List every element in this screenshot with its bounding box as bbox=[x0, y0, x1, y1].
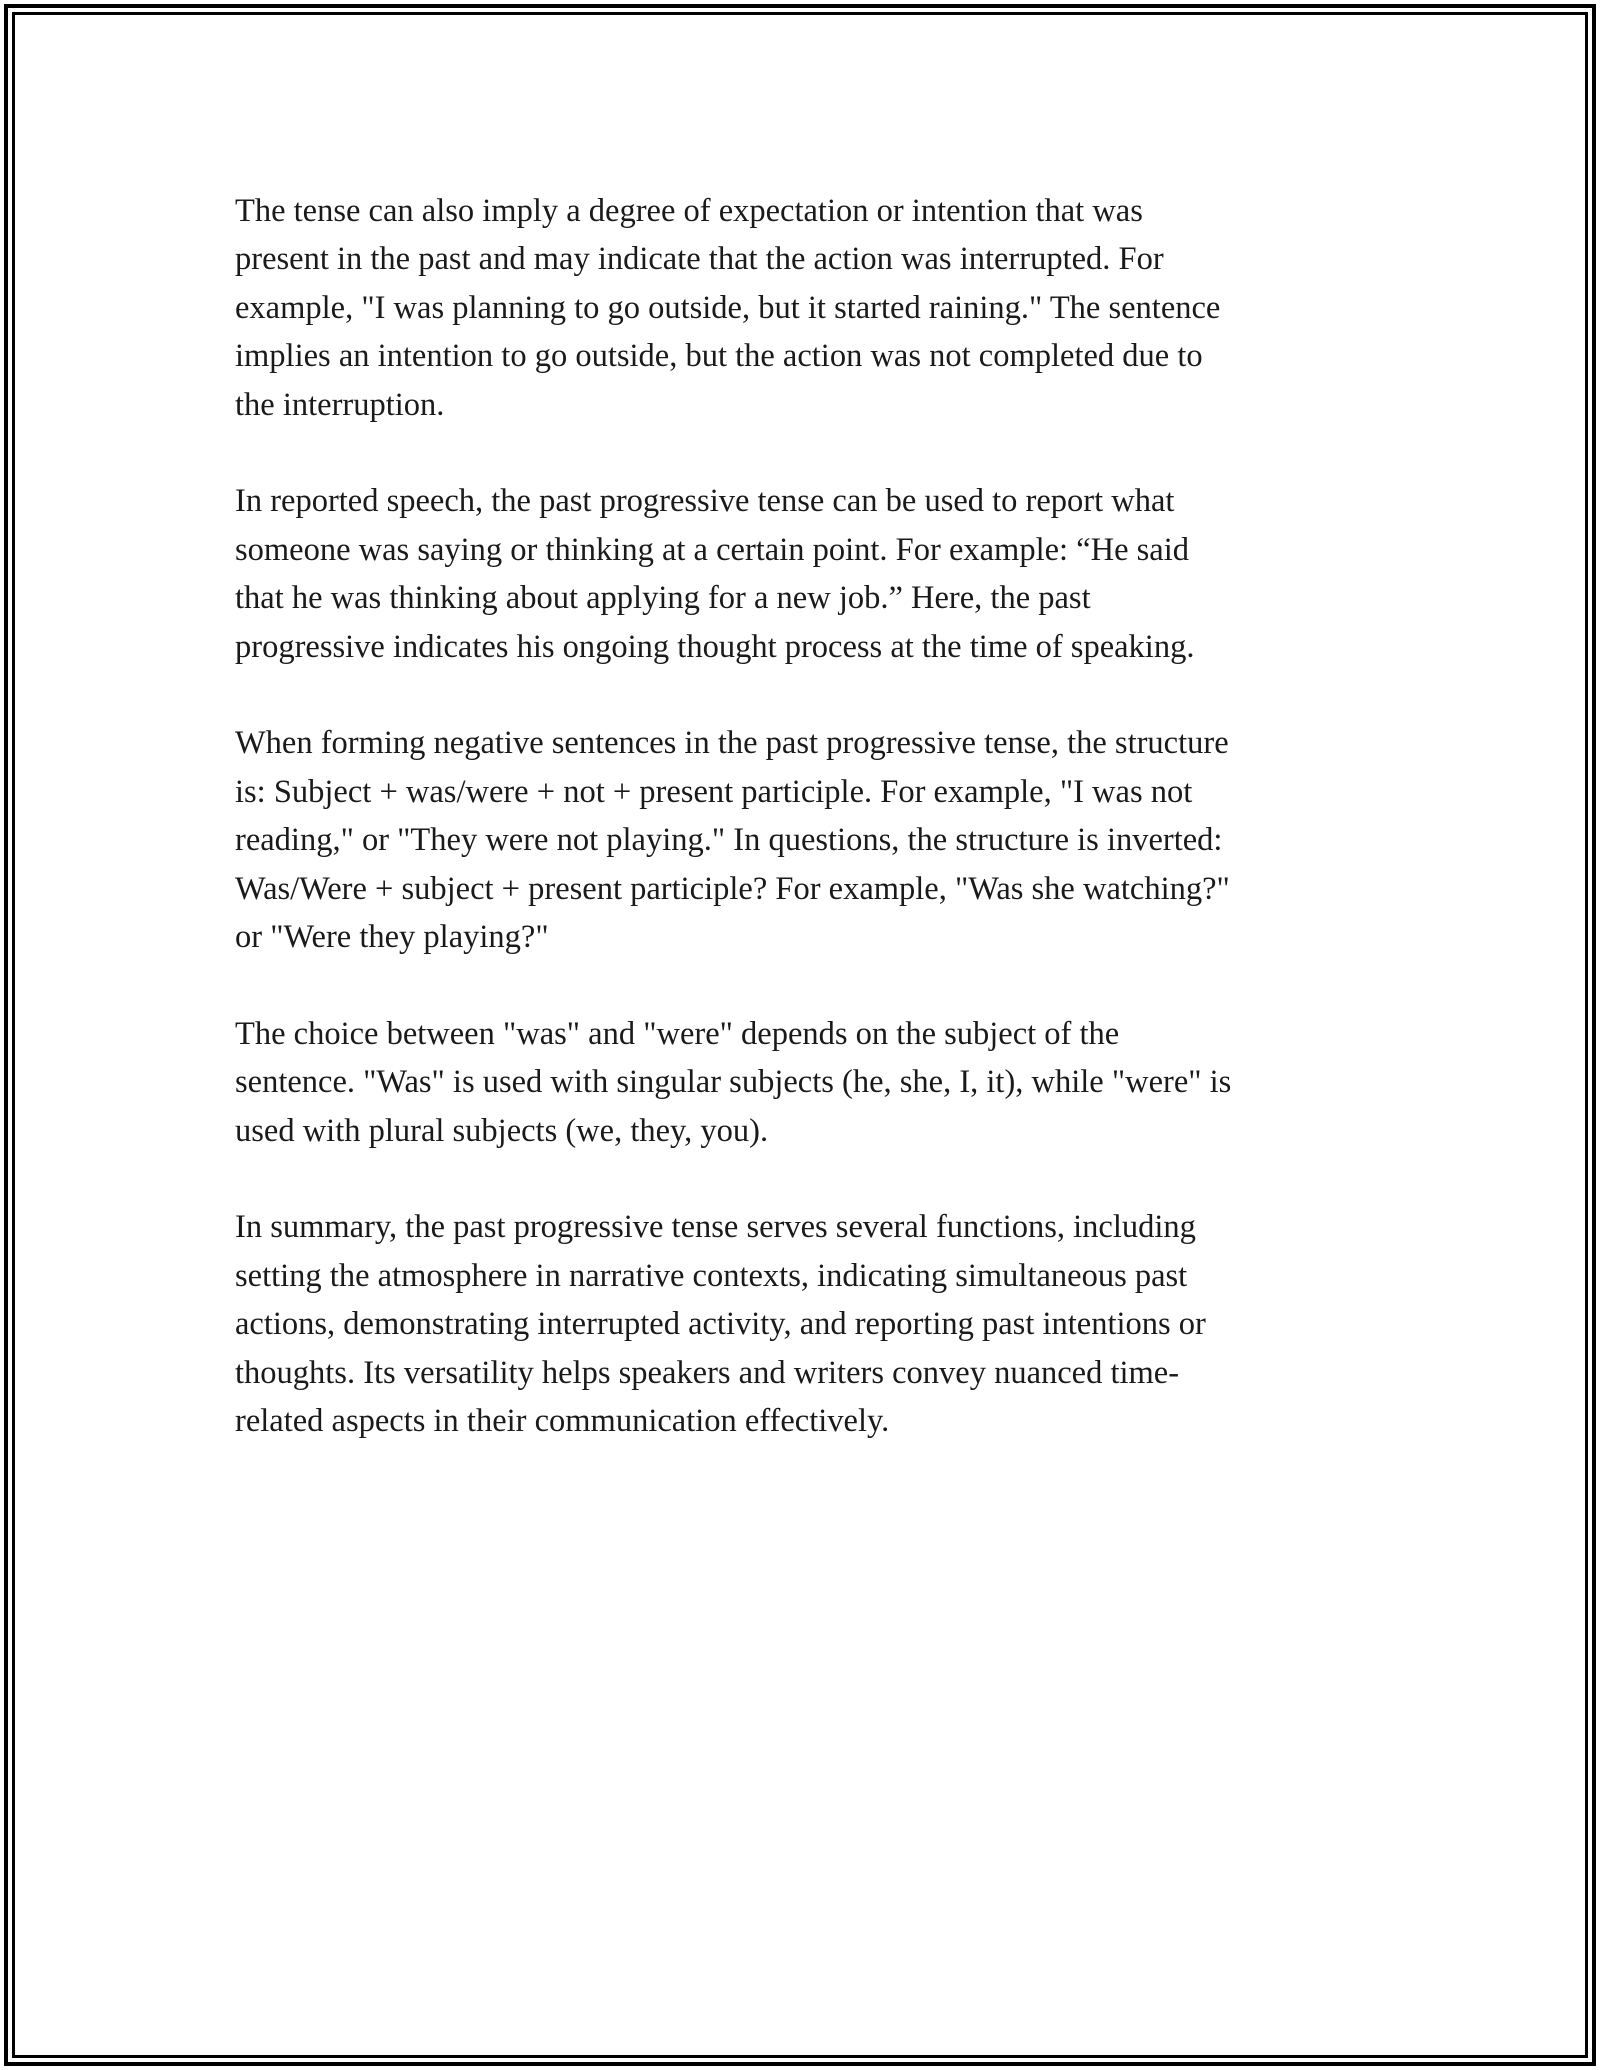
text-line: In reported speech, the past progressive tense can be used to report what bbox=[235, 483, 1175, 520]
text-line: is: Subject + was/were + not + present participle. For example, "I was not bbox=[235, 773, 1193, 810]
text-line: When forming negative sentences in the past progressive tense, the structure bbox=[235, 725, 1229, 762]
text-line: sentence. "Was" is used with singular subjects (he, she, I, it), while "were" is bbox=[235, 1064, 1232, 1101]
paragraph-5 bbox=[235, 1203, 1375, 1445]
text-line: In summary, the past progressive tense serves several functions, including bbox=[235, 1209, 1196, 1246]
text-line: actions, demonstrating interrupted activity, and reporting past intentions or bbox=[235, 1306, 1206, 1343]
text-line: or "Were they playing?" bbox=[235, 919, 549, 956]
text-line: Was/Were + subject + present participle? For example, "Was she watching?" bbox=[235, 870, 1230, 907]
text-line: example, "I was planning to go outside, but it started raining." The sentence bbox=[235, 289, 1221, 326]
paragraph-3 bbox=[235, 719, 1375, 961]
text-line: that he was thinking about applying for a new job.” Here, the past bbox=[235, 580, 1091, 617]
paragraph-1 bbox=[235, 187, 1375, 429]
text-line: someone was saying or thinking at a certain point. For example: “He said bbox=[235, 531, 1189, 568]
text-line: used with plural subjects (we, they, you). bbox=[235, 1112, 769, 1149]
text-line: reading," or "They were not playing." In questions, the structure is inverted: bbox=[235, 822, 1223, 859]
text-line: related aspects in their communication effectively. bbox=[235, 1403, 890, 1440]
paragraph-2 bbox=[235, 477, 1375, 671]
text-line: The tense can also imply a degree of expectation or intention that was bbox=[235, 193, 1143, 229]
text-line: present in the past and may indicate that the action was interrupted. For bbox=[235, 241, 1164, 278]
text-line: The choice between "was" and "were" depends on the subject of the bbox=[235, 1015, 1120, 1052]
text-line: implies an intention to go outside, but the action was not completed due to bbox=[235, 338, 1203, 375]
text-line: progressive indicates his ongoing thought process at the time of speaking. bbox=[235, 628, 1195, 665]
text-line: the interruption. bbox=[235, 386, 445, 423]
document-body bbox=[235, 187, 1375, 1494]
paragraph-4 bbox=[235, 1010, 1375, 1155]
text-line: setting the atmosphere in narrative contexts, indicating simultaneous past bbox=[235, 1257, 1188, 1294]
text-line: thoughts. Its versatility helps speakers and writers convey nuanced time- bbox=[235, 1354, 1180, 1391]
